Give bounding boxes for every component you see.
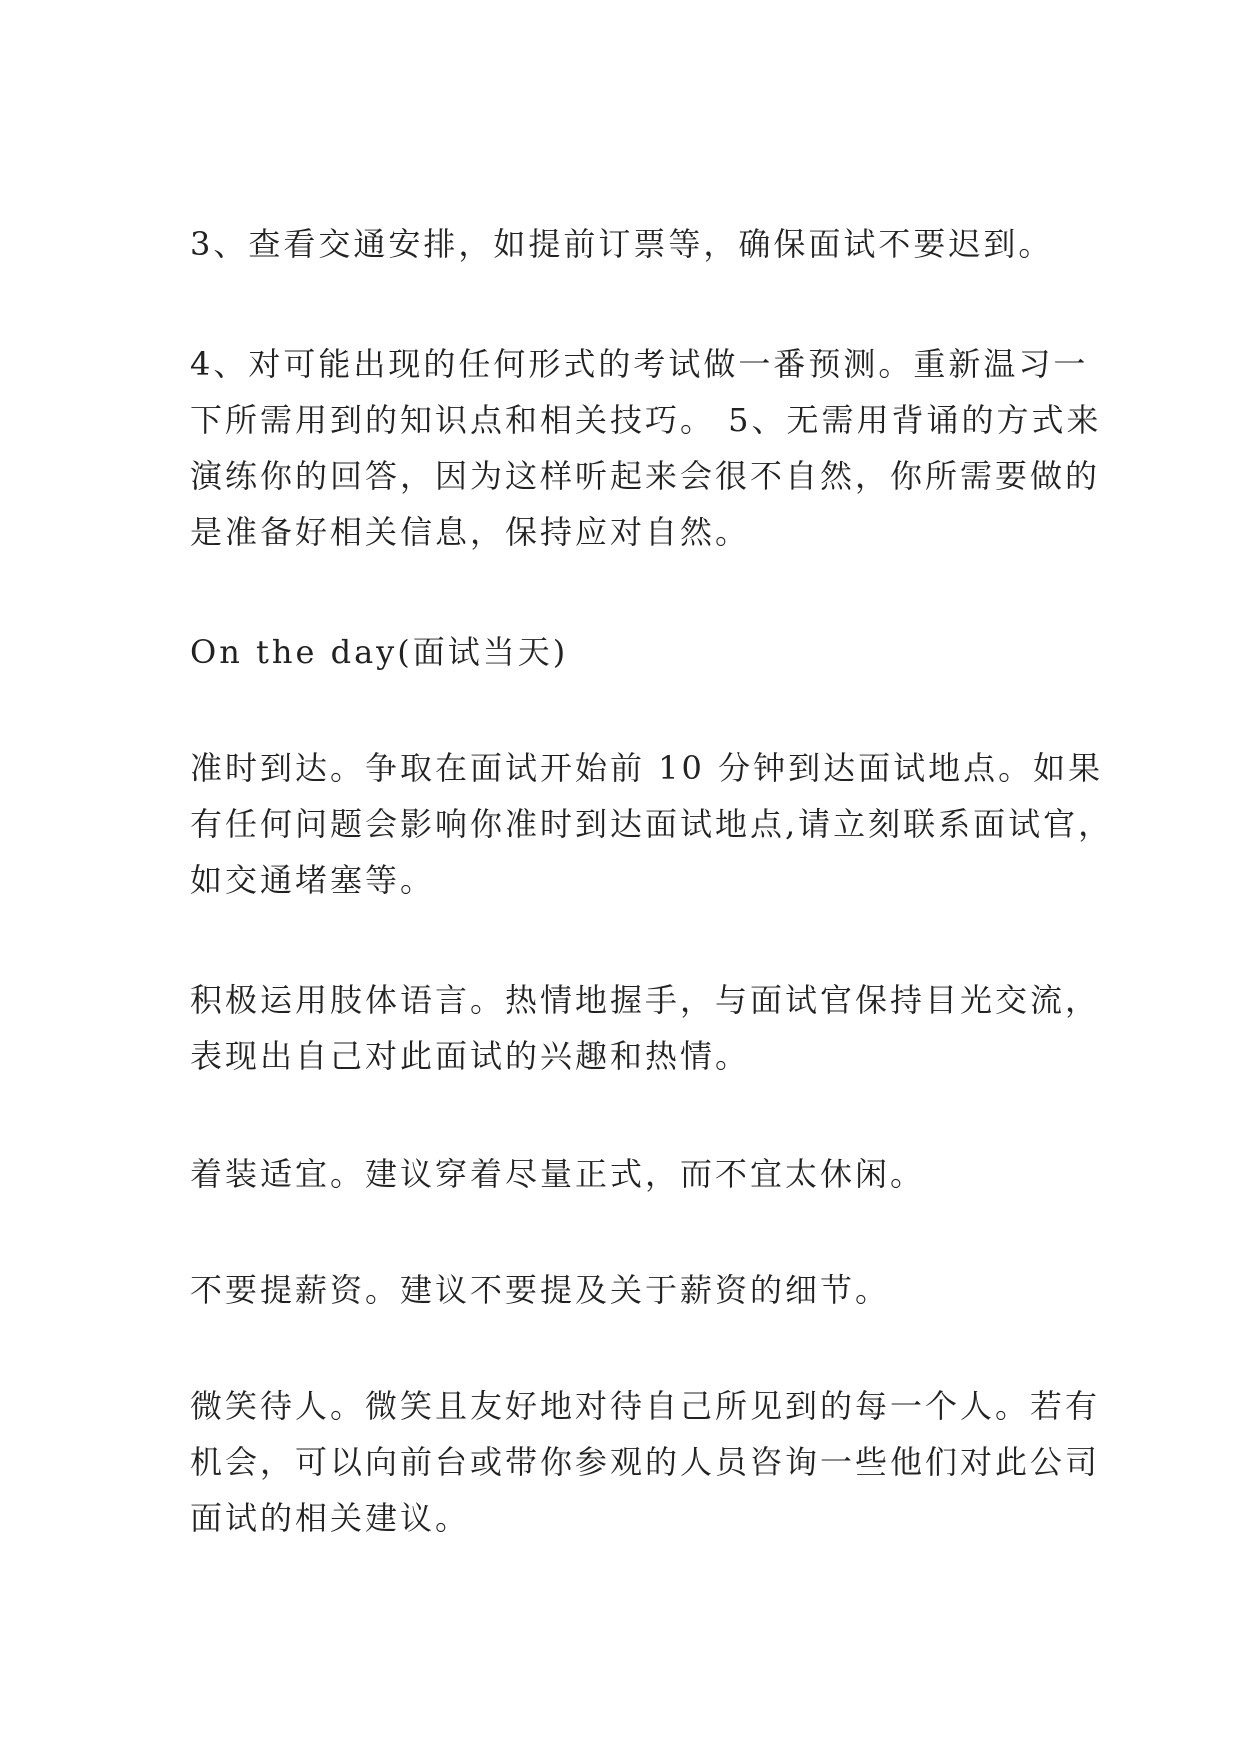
paragraph-dress-code — [190, 1146, 1070, 1202]
text-line: 不要提薪资。建议不要提及关于薪资的细节。 — [190, 1271, 891, 1309]
paragraph-salary — [190, 1262, 1070, 1318]
text-line: 准时到达。争取在面试开始前 10 分钟到达面试地点。如果 — [190, 749, 1104, 787]
text-line: 机会，可以向前台或带你参观的人员咨询一些他们对此公司 — [190, 1443, 1101, 1481]
text-line: 是准备好相关信息，保持应对自然。 — [190, 513, 751, 551]
text-line: 如交通堵塞等。 — [190, 861, 436, 899]
text-line: 着装适宜。建议穿着尽量正式，而不宜太休闲。 — [190, 1155, 926, 1193]
paragraph-body-language — [190, 972, 1101, 1084]
text-line: 表现出自己对此面试的兴趣和热情。 — [190, 1037, 751, 1075]
paragraph-smile — [190, 1378, 1101, 1546]
text-line: 微笑待人。微笑且友好地对待自己所见到的每一个人。若有 — [190, 1387, 1101, 1425]
paragraph-test-preparation — [190, 336, 1102, 560]
text-line: 3、查看交通安排，如提前订票等，确保面试不要迟到。 — [190, 225, 1054, 263]
text-line: 有任何问题会影响你准时到达面试地点,请立刻联系面试官， — [190, 805, 1114, 843]
paragraph-transport-arrangement — [190, 216, 1070, 272]
paragraph-arrive-on-time — [190, 740, 1114, 908]
text-line: 下所需用到的知识点和相关技巧。 5、无需用背诵的方式来 — [190, 401, 1102, 439]
text-line: On the day(面试当天) — [190, 633, 569, 671]
text-line: 面试的相关建议。 — [190, 1499, 471, 1537]
text-line: 演练你的回答，因为这样听起来会很不自然，你所需要做的 — [190, 457, 1101, 495]
text-line: 积极运用肢体语言。热情地握手，与面试官保持目光交流， — [190, 981, 1101, 1019]
text-line: 4、对可能出现的任何形式的考试做一番预测。重新温习一 — [190, 345, 1089, 383]
section-heading-on-the-day — [190, 624, 1070, 680]
